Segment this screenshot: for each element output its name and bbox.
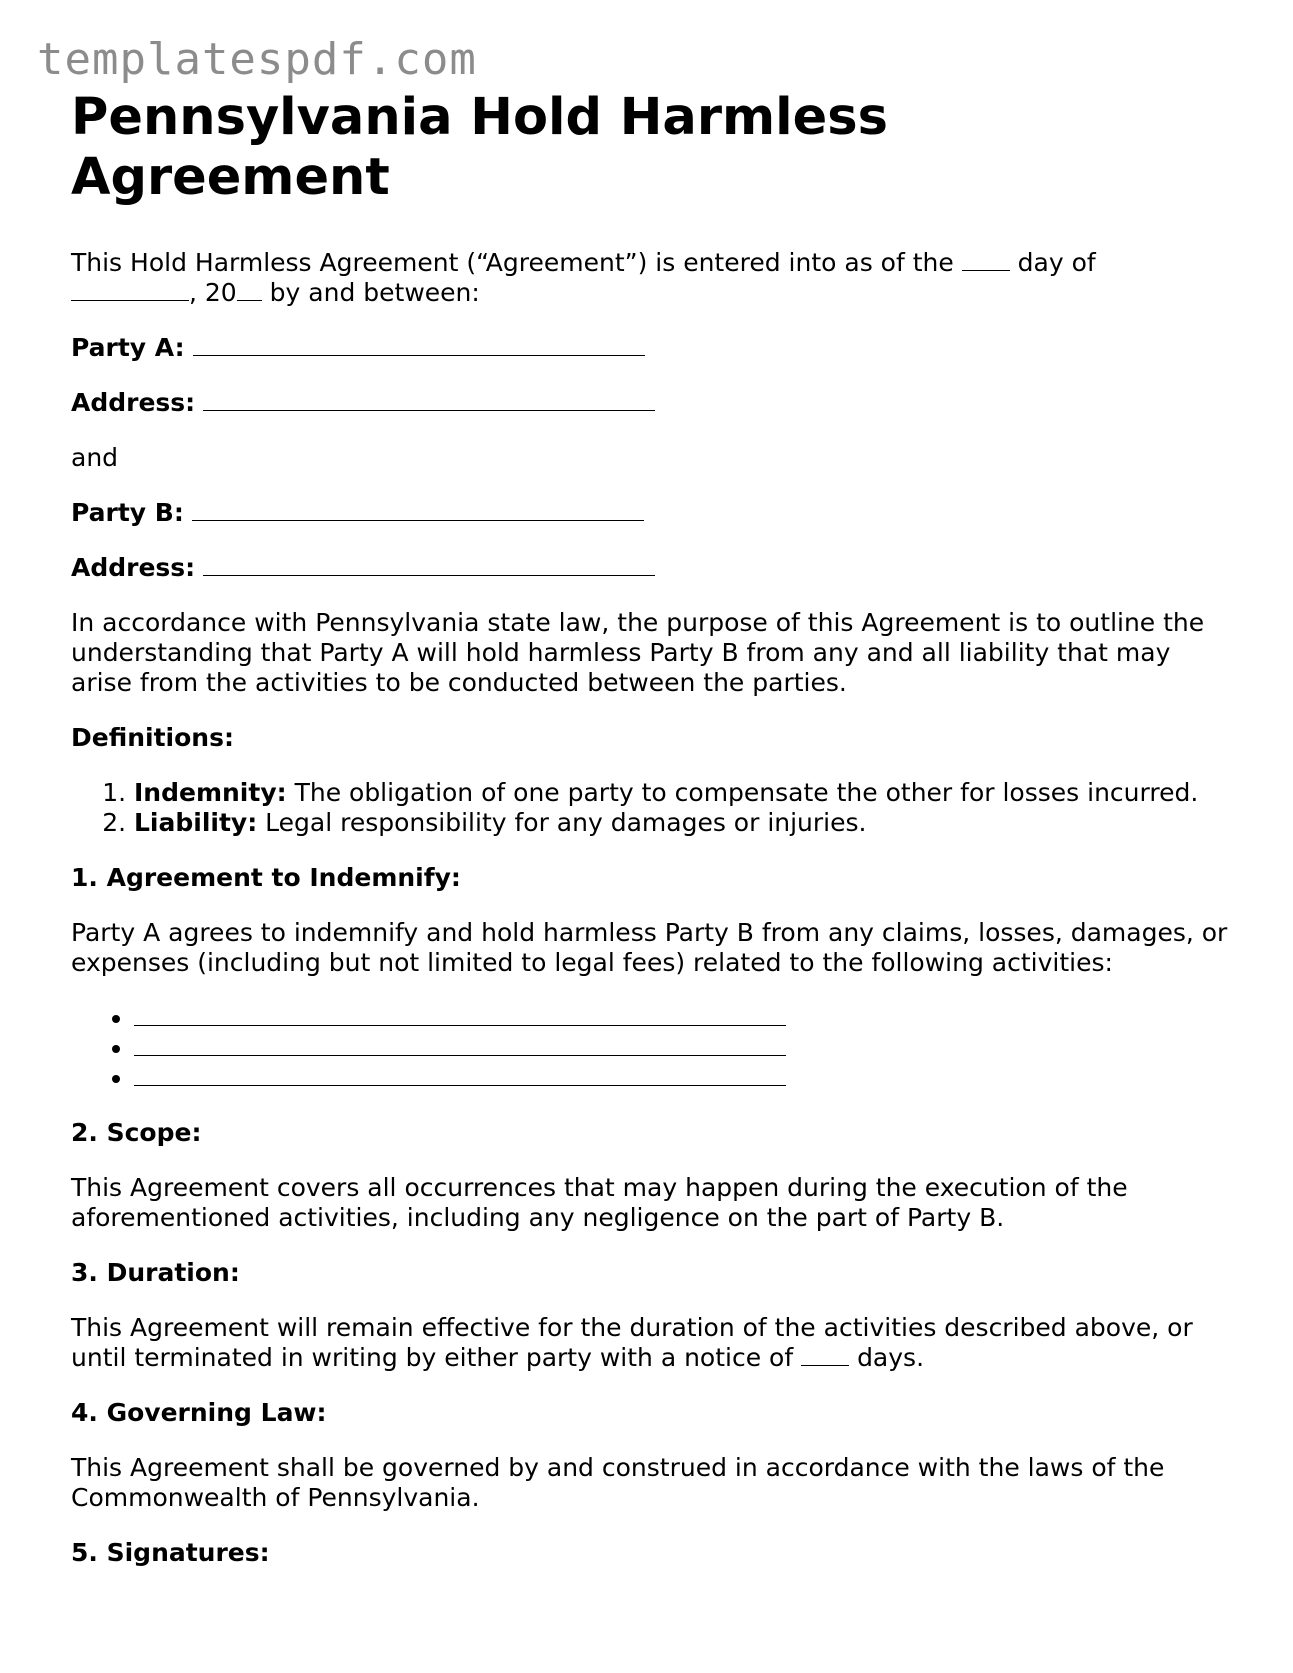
activity-blank[interactable] (134, 1035, 786, 1056)
section-4-heading: 4. Governing Law: (71, 1398, 327, 1427)
party-a-address-label: Address: (71, 388, 196, 417)
party-a-address-line (71, 388, 1231, 418)
party-b-field[interactable] (192, 500, 644, 521)
intro-text: by and between: (269, 278, 480, 307)
party-a-address-field[interactable] (203, 390, 655, 411)
section-1-heading: 1. Agreement to Indemnify: (71, 863, 461, 892)
definition-term: Liability: (134, 808, 258, 837)
notice-days-blank[interactable] (801, 1345, 849, 1366)
party-b-line (71, 498, 1231, 528)
document-page (71, 88, 1231, 1568)
purpose-paragraph: In accordance with Pennsylvania state law, the purpose of this Agreement is to outline the understanding that Party A will hold harmless Party B from any and all liability that may arise from the activities to be conducted between the parties. (71, 608, 1205, 697)
definition-text: The obligation of one party to compensate the other for losses incurred. (294, 778, 1199, 807)
party-a-field[interactable] (193, 335, 645, 356)
definitions-list (71, 778, 1231, 838)
party-a-label: Party A: (71, 333, 185, 362)
month-blank[interactable] (71, 280, 189, 301)
party-a-line (71, 333, 1231, 363)
section-3-text: This Agreement will remain effective for the duration of the activities described above, or until terminated in writing by either party with a notice of (71, 1313, 1193, 1372)
intro-text: , 20 (189, 278, 237, 307)
section-3-paragraph (71, 1313, 1231, 1373)
day-blank[interactable] (962, 250, 1010, 271)
definition-text: Legal responsibility for any damages or injuries. (265, 808, 867, 837)
intro-text: day of (1017, 248, 1096, 277)
intro-text: This Hold Harmless Agreement (“Agreement”) is entered into as of the (71, 248, 954, 277)
list-item (134, 1033, 1231, 1063)
intro-paragraph (71, 248, 1231, 308)
party-b-address-field[interactable] (203, 555, 655, 576)
list-item (134, 1063, 1231, 1093)
party-b-address-label: Address: (71, 553, 196, 582)
and-text: and (71, 443, 119, 472)
list-item (134, 778, 1231, 808)
section-2-heading: 2. Scope: (71, 1118, 202, 1147)
page-title: Pennsylvania Hold Harmless Agreement (71, 88, 888, 207)
section-2-text: This Agreement covers all occurrences that may happen during the execution of the aforementioned activities, including any negligence on the part of Party B. (71, 1173, 1128, 1232)
activity-blank[interactable] (134, 1065, 786, 1086)
section-5-heading: 5. Signatures: (71, 1538, 270, 1567)
definition-term: Indemnity: (134, 778, 287, 807)
list-item (134, 808, 1231, 838)
activities-list (71, 1003, 1231, 1093)
section-1-text: Party A agrees to indemnify and hold harmless Party B from any claims, losses, damages, or expenses (including but not limited to legal fees) related to the following activities: (71, 918, 1228, 977)
party-b-address-line (71, 553, 1231, 583)
activity-blank[interactable] (134, 1005, 786, 1026)
section-4-text: This Agreement shall be governed by and construed in accordance with the laws of the Commonwealth of Pennsylvania. (71, 1453, 1165, 1512)
section-3-heading: 3. Duration: (71, 1258, 240, 1287)
year-blank[interactable] (237, 280, 262, 301)
definitions-heading: Definitions: (71, 723, 234, 752)
list-item (134, 1003, 1231, 1033)
watermark: templatespdf.com (37, 34, 477, 85)
section-3-text: days. (857, 1343, 925, 1372)
party-b-label: Party B: (71, 498, 184, 527)
